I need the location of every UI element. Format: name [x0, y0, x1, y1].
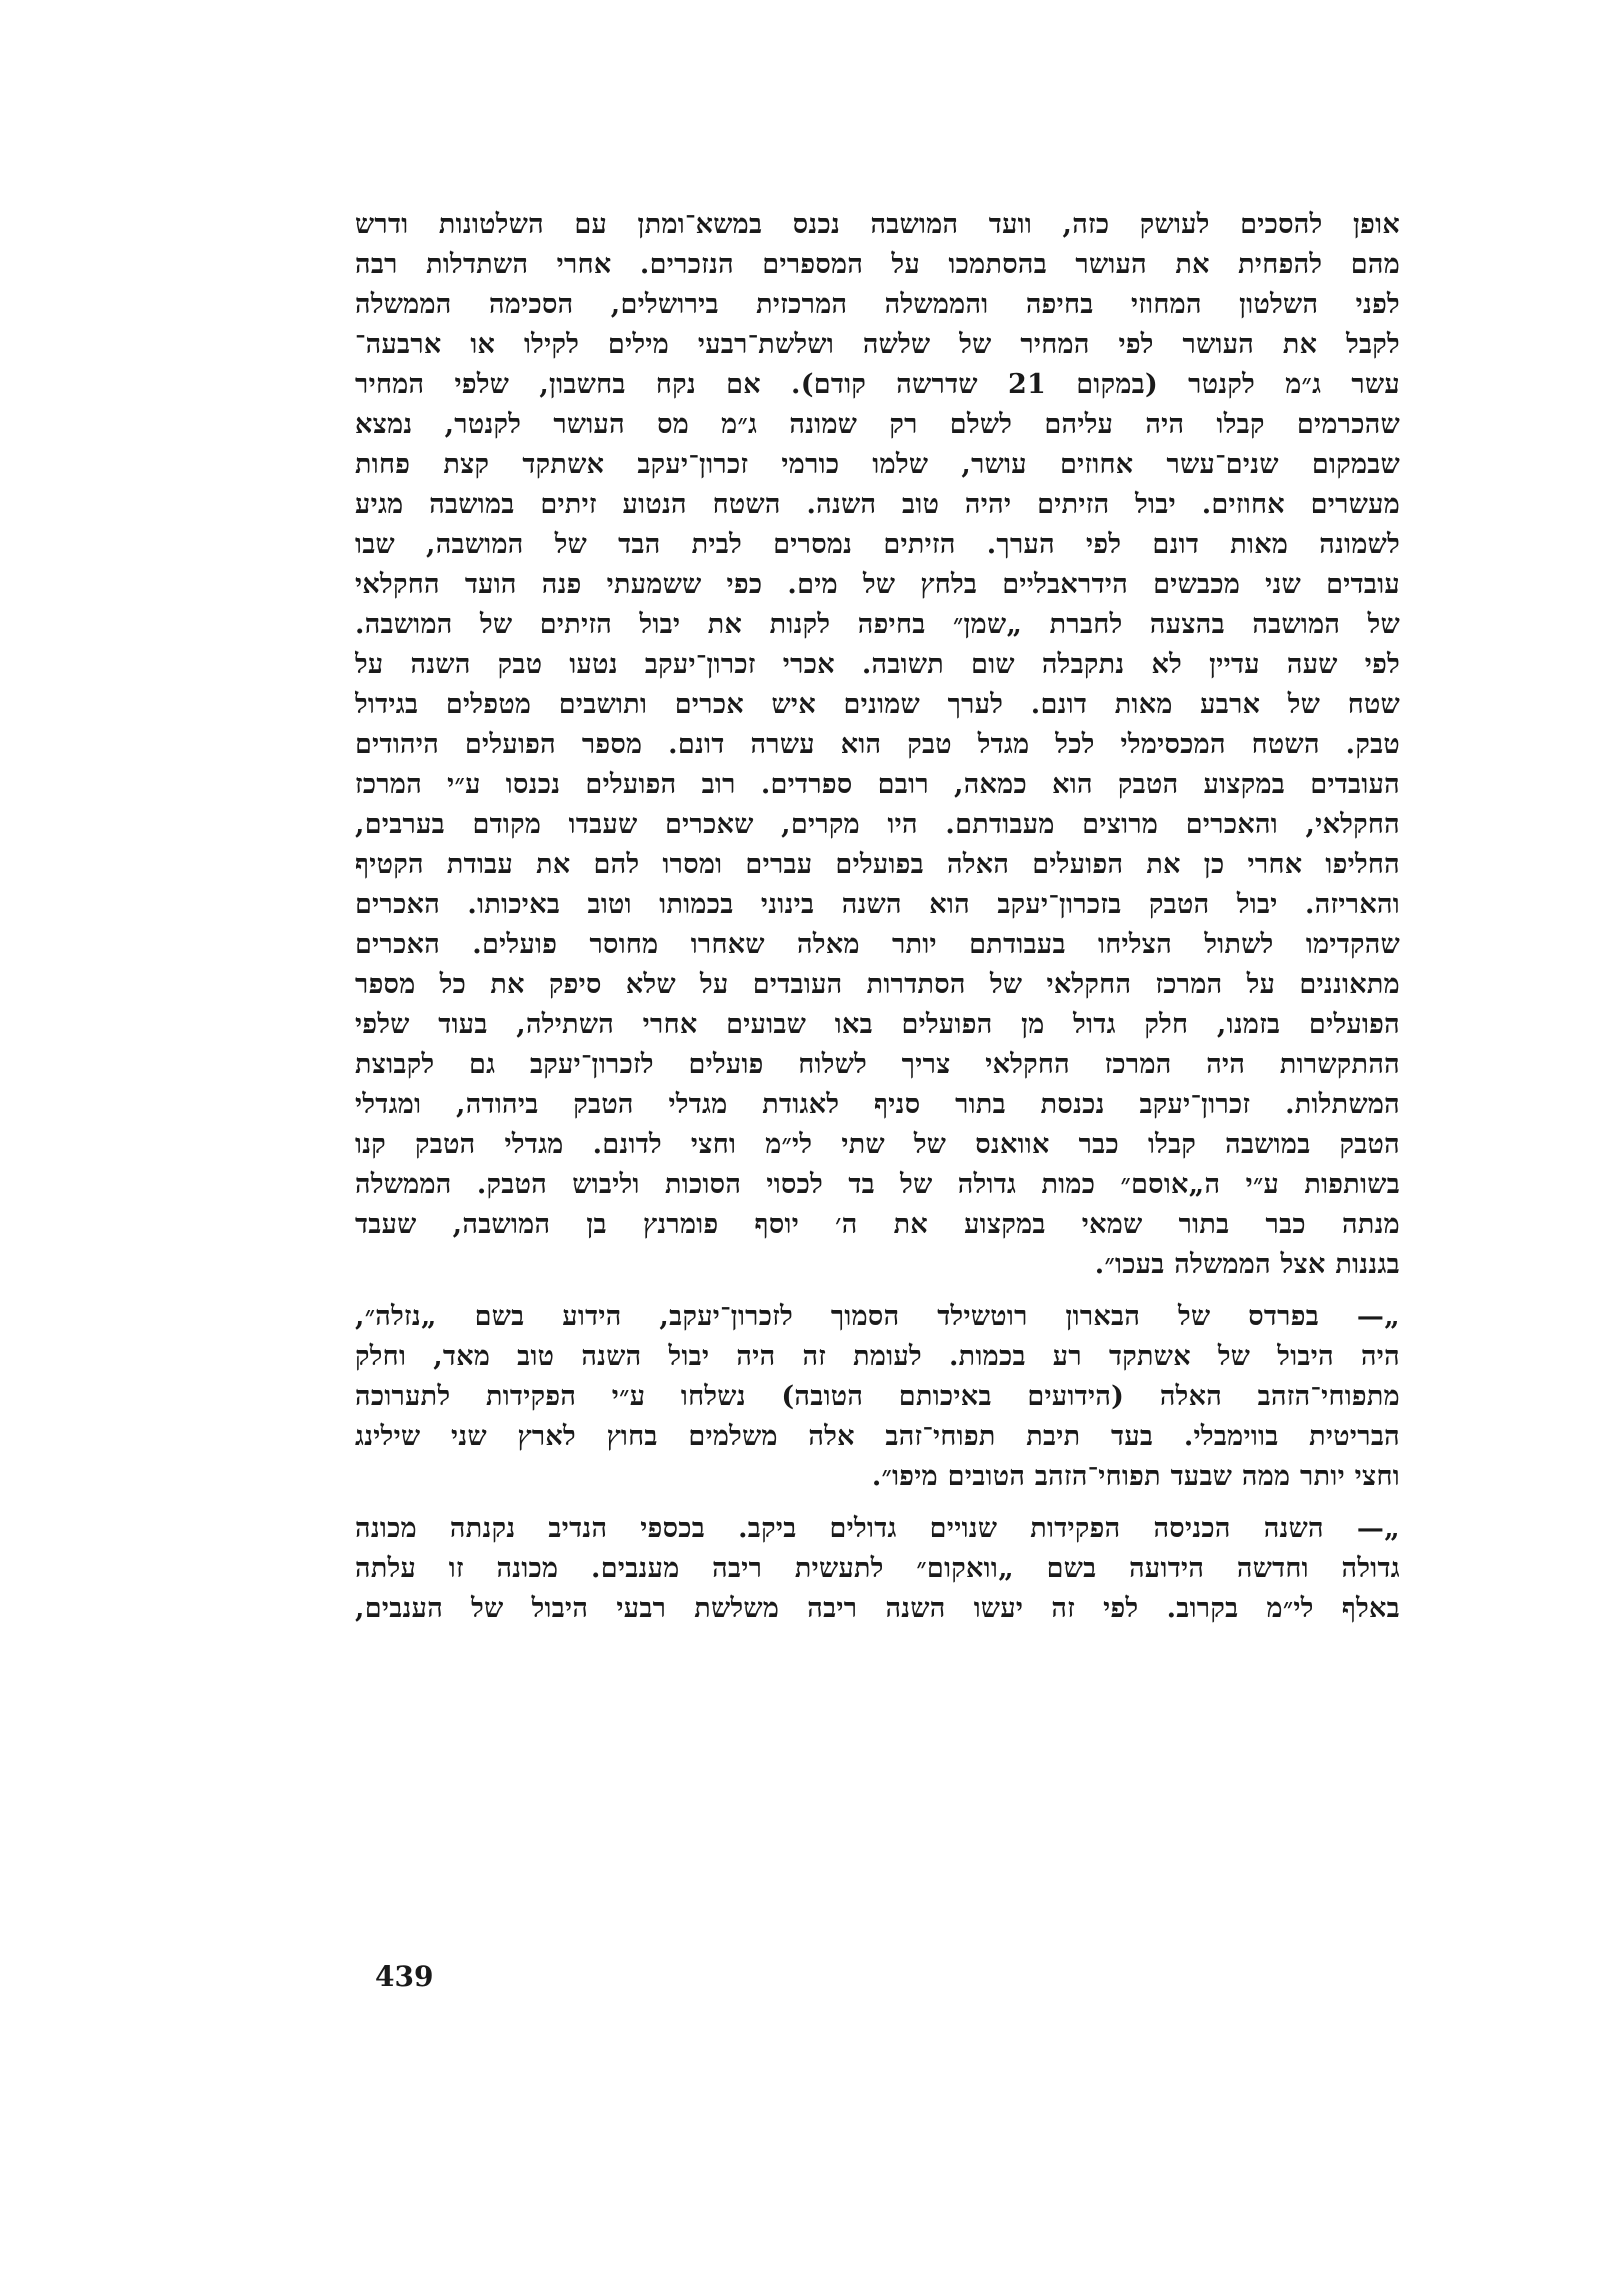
text-line: לשמונה מאות דונם לפי הערך. הזיתים נמסרים לבית הבד של המושבה, שבו: [355, 529, 1400, 560]
text-line: והאריזה. יבול הטבק בזכרון־יעקב הוא השנה בינוני בכמותו וטוב באיכותו. האכרים: [355, 889, 1400, 920]
text-line: העובדים במקצוע הטבק הוא כמאה, רובם ספרדים. רוב הפועלים נכנסו ע״י המרכז: [355, 769, 1400, 800]
paragraph-3: [355, 1509, 1400, 1629]
text-line: בגננות אצל הממשלה בעכו״.: [1094, 1249, 1400, 1280]
text-line: בשותפות ע״י ה„אוסם״ כמות גדולה של בד לכסוי הסוכות וליבוש הטבק. הממשלה: [355, 1169, 1400, 1200]
text-line: לקבל את העושר לפי המחיר של שלשה ושלשת־רבעי מילים לקילו או ארבעה־: [355, 329, 1400, 360]
page-number: 439: [375, 1960, 434, 1993]
text-line: עשר ג״מ לקנטר (במקום 21 שדרשה קודם). אם נקח בחשבון, שלפי המחיר: [355, 369, 1400, 400]
text-line: מהם להפחית את העושר בהסתמכו על המספרים הנזכרים. אחרי השתדלות רבה: [355, 249, 1400, 280]
paragraph-1: [355, 205, 1400, 1285]
text-line: לפי שעה עדיין לא נתקבלה שום תשובה. אכרי זכרון־יעקב נטעו טבק השנה על: [355, 649, 1400, 680]
text-line: ההתקשרות היה המרכז החקלאי צריך לשלוח פועלים לזכרון־יעקב גם לקבוצת: [355, 1049, 1400, 1080]
text-line: שהכרמים קבלו היה עליהם לשלם רק שמונה ג״מ מס העושר לקנטר, נמצא: [355, 409, 1400, 440]
document-page: [355, 205, 1400, 1629]
text-line: „— השנה הכניסה הפקידות שנויים גדולים ביקב. בכספי הנדיב נקנתה מכונה: [355, 1513, 1400, 1544]
text-line: החליפו אחרי כן את הפועלים האלה בפועלים עברים ומסרו להם את עבודת הקטיף: [355, 849, 1400, 880]
text-line: הבריטית בווימבלי. בעד תיבת תפוחי־זהב אלה משלמים בחוץ לארץ שני שילינג: [355, 1421, 1400, 1452]
text-line: שבמקום שנים־עשר אחוזים עושר, שלמו כורמי זכרון־יעקב אשתקד קצת פחות: [355, 449, 1400, 480]
text-line: מעשרים אחוזים. יבול הזיתים יהיה טוב השנה. השטח הנטוע זיתים במושבה מגיע: [355, 489, 1400, 520]
text-line: עובדים שני מכבשים הידראבליים בלחץ של מים. כפי ששמעתי פנה הועד החקלאי: [355, 569, 1400, 600]
text-line: מתאוננים על המרכז החקלאי של הסתדרות העובדים על שלא סיפק את כל מספר: [355, 969, 1400, 1000]
text-line: טבק. השטח המכסימלי לכל מגדל טבק הוא עשרה דונם. מספר הפועלים היהודים: [355, 729, 1400, 760]
text-line: החקלאי, והאכרים מרוצים מעבודתם. היו מקרים, שאכרים שעבדו מקודם בערבים,: [355, 809, 1400, 840]
text-line: באלף לי״מ בקרוב. לפי זה יעשו השנה ריבה משלשת רבעי היבול של הענבים,: [355, 1593, 1400, 1624]
text-line: שטח של ארבע מאות דונם. לערך שמונים איש אכרים ותושבים מטפלים בגידול: [355, 689, 1400, 720]
text-line: לפני השלטון המחוזי בחיפה והממשלה המרכזית בירושלים, הסכימה הממשלה: [355, 289, 1400, 320]
text-line: הפועלים בזמנו, חלק גדול מן הפועלים באו שבועים אחרי השתילה, בעוד שלפי: [355, 1009, 1400, 1040]
text-line: היה היבול של אשתקד רע בכמות. לעומת זה היה יבול השנה טוב מאד, וחלק: [355, 1341, 1400, 1372]
text-line: אופן להסכים לעושק כזה, וועד המושבה נכנס במשא־ומתן עם השלטונות ודרש: [355, 209, 1400, 240]
text-line: שהקדימו לשתול הצליחו בעבודתם יותר מאלה שאחרו מחוסר פועלים. האכרים: [355, 929, 1400, 960]
paragraph-2: [355, 1297, 1400, 1497]
text-line: המשתלות. זכרון־יעקב נכנסת בתור סניף לאגודת מגדלי הטבק ביהודה, ומגדלי: [355, 1089, 1400, 1120]
text-line: הטבק במושבה קבלו כבר אוואנס של שתי לי״מ וחצי לדונם. מגדלי הטבק קנו: [355, 1129, 1400, 1160]
text-line: גדולה וחדשה הידועה בשם „וואקום״ לתעשית ריבה מענבים. מכונה זו עלתה: [355, 1553, 1400, 1584]
text-line: מנתה כבר בתור שמאי במקצוע את ה׳ יוסף פומרנץ בן המושבה, שעבד: [355, 1209, 1400, 1240]
text-line: מתפוחי־הזהב האלה (הידועים באיכותם הטובה) נשלחו ע״י הפקידות לתערוכה: [355, 1381, 1400, 1412]
text-line: של המושבה בהצעה לחברת „שמן״ בחיפה לקנות את יבול הזיתים של המושבה.: [355, 609, 1400, 640]
text-line: וחצי יותר ממה שבעד תפוחי־הזהב הטובים מיפו״.: [871, 1461, 1400, 1492]
text-line: „— בפרדס של הבארון רוטשילד הסמוך לזכרון־יעקב, הידוע בשם „נזלה״,: [355, 1301, 1400, 1332]
